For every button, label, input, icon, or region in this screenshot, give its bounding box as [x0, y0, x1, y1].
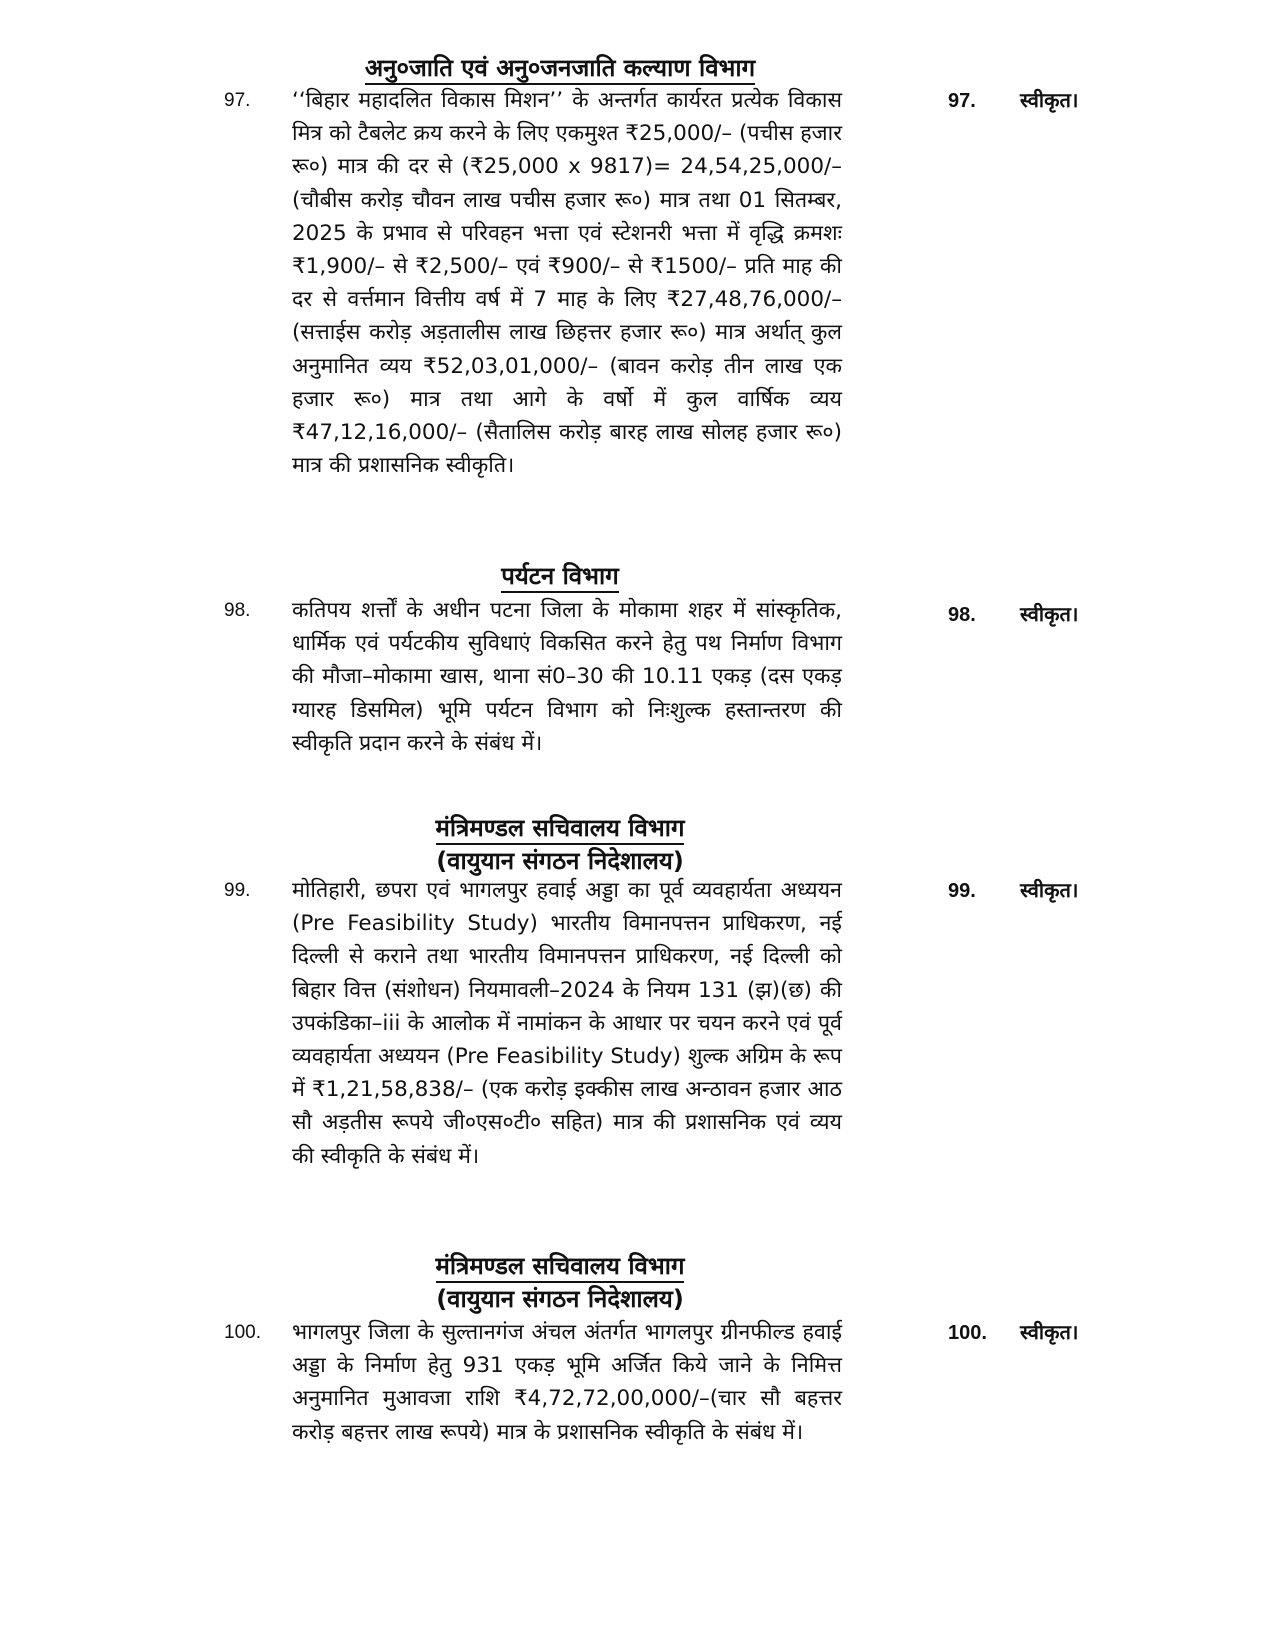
item-text: कतिपय शर्त्तों के अधीन पटना जिला के मोकामा शहर में सांस्कृतिक, धार्मिक एवं पर्यटकीय सुविधाएं विकसित करने हेतु पथ निर्माण विभाग की मौजा–मोकामा खास, थाना सं0–30 की 10.11 एकड़ (दस एकड़ ग्यारह डिसमिल) भूमि पर्यटन विभाग को निःशुल्क हस्तान्तरण की स्वीकृति प्रदान करने के संबंध में। — [292, 598, 842, 756]
decision-label: स्वीकृत। — [1020, 602, 1079, 626]
heading-line: (वायुयान संगठन निदेशालय) — [436, 1285, 684, 1313]
item-text: भागलपुर जिला के सुल्तानगंज अंचल अंतर्गत भागलपुर ग्रीनफील्ड हवाई अड्डा के निर्माण हेतु 931 एकड़ भूमि अर्जित किये जाने के निमित्त अनुमानित मुआवजा राशि ₹4,72,72,00,000/–(चार सौ बहत्तर करोड़ बहत्तर लाख रूपये) मात्र के प्रशासनिक स्वीकृति के संबंध में। — [292, 1320, 842, 1445]
decision-label: स्वीकृत। — [1020, 1320, 1079, 1344]
decision-label: स्वीकृत। — [1020, 878, 1079, 902]
decision-status — [948, 86, 1078, 113]
heading-line: (वायुयान संगठन निदेशालय) — [436, 847, 684, 875]
item-number: 100. — [224, 1322, 261, 1343]
section-heading — [280, 560, 840, 593]
decision-number: 98. — [948, 604, 976, 626]
decision-label: स्वीकृत। — [1020, 88, 1079, 112]
section-heading — [280, 52, 840, 85]
heading-line: पर्यटन विभाग — [501, 561, 618, 593]
heading-line: मंत्रिमण्डल सचिवालय विभाग — [436, 813, 685, 845]
item-text: ‘‘बिहार महादलित विकास मिशन’’ के अन्तर्गत कार्यरत प्रत्येक विकास मित्र को टैबलेट क्रय करने के लिए एकमुश्त ₹25,000/– (पचीस हजार रू०) मात्र की दर से (₹25,000 x 9817)= 24,54,25,000/– (चौबीस करोड़ चौवन लाख पचीस हजार रू०) मात्र तथा 01 सितम्बर, 2025 के प्रभाव से परिवहन भत्ता एवं स्टेशनरी भत्ता में वृद्धि क्रमशः ₹1,900/– से ₹2,500/– एवं ₹900/– से ₹1500/– प्रति माह की दर से वर्त्तमान वित्तीय वर्ष में 7 माह के लिए ₹27,48,76,000/– (सत्ताईस करोड़ अड़तालीस लाख छिहत्तर हजार रू०) मात्र अर्थात् कुल अनुमानित व्यय ₹52,03,01,000/– (बावन करोड़ तीन लाख एक हजार रू०) मात्र तथा आगे के वर्षो में कुल वार्षिक व्यय ₹47,12,16,000/– (सैतालिस करोड़ बारह लाख सोलह हजार रू०) मात्र की प्रशासनिक स्वीकृति। — [292, 88, 842, 479]
item-text: मोतिहारी, छपरा एवं भागलपुर हवाई अड्डा का पूर्व व्यवहार्यता अध्ययन (Pre Feasibility Study) भारतीय विमानपत्तन प्राधिकरण, नई दिल्ली से कराने तथा भारतीय विमानपत्तन प्राधिकरण, नई दिल्ली को बिहार वित्त (संशोधन) नियमावली–2024 के नियम 131 (झ)(छ) की उपकंडिका–iii के आलोक में नामांकन के आधार पर चयन करने एवं पूर्व व्यवहार्यता अध्ययन (Pre Feasibility Study) शुल्क अग्रिम के रूप में ₹1,21,58,838/– (एक करोड़ इक्कीस लाख अन्ठावन हजार आठ सौ अड़तीस रूपये जी०एस०टी० सहित) मात्र की प्रशासनिक एवं व्यय की स्वीकृति के संबंध में। — [292, 878, 842, 1169]
decision-number: 100. — [948, 1322, 987, 1344]
decision-status — [948, 876, 1078, 903]
section-heading — [280, 812, 840, 877]
heading-line: मंत्रिमण्डल सचिवालय विभाग — [436, 1251, 685, 1283]
item-number: 97. — [224, 90, 251, 111]
heading-line: अनु०जाति एवं अनु०जनजाति कल्याण विभाग — [365, 53, 755, 85]
decision-number: 97. — [948, 90, 976, 112]
item-number: 99. — [224, 880, 251, 901]
section-heading — [280, 1250, 840, 1315]
decision-number: 99. — [948, 880, 976, 902]
decision-status — [948, 1318, 1078, 1345]
item-number: 98. — [224, 600, 251, 621]
decision-status — [948, 600, 1078, 627]
